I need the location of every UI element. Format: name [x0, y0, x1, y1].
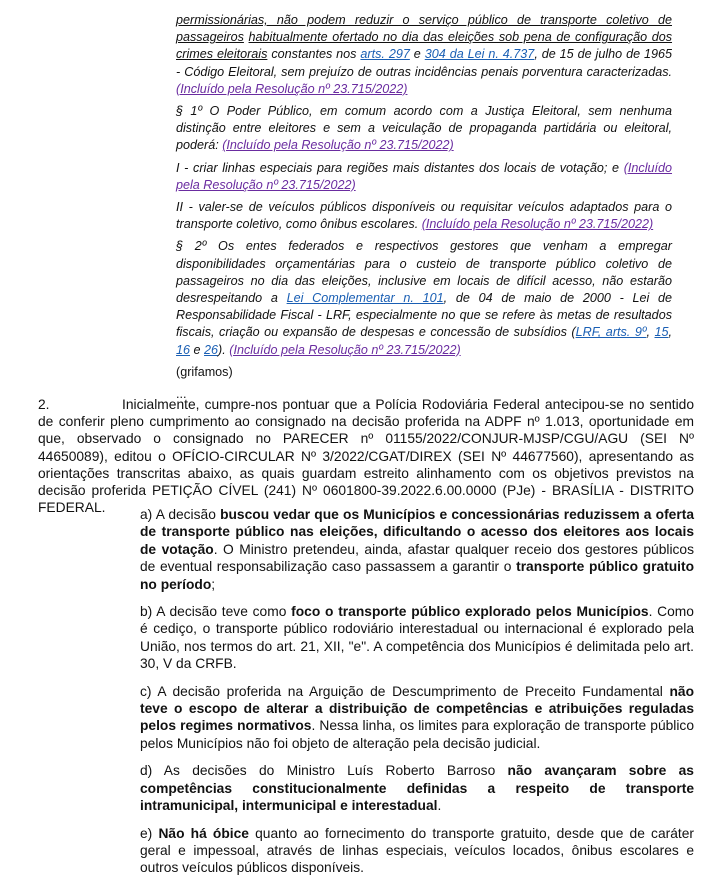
quote-text: permissionárias, não podem reduzir o serviço público de transporte coletivo de passageiros	[176, 13, 672, 45]
link-resolucao[interactable]: (Incluído pela Resolução nº 23.715/2022)	[176, 81, 408, 96]
link-lrf-art-15[interactable]: 15	[654, 325, 669, 340]
item-bold-text: não avançaram sobre as competências constitucionalmente definidas a respeito de transporte intramunicipal, intermunicipal e interestadual	[140, 763, 694, 814]
quote-text: § 1º O Poder Público, em comum acordo com a Justiça Eleitoral, sem nenhuma distinção entre eleitores e sem a veiculação de propaganda partidária ou eleitoral, poderá:	[176, 104, 672, 153]
item-text: e)	[140, 825, 153, 841]
link-lrf-art-16[interactable]: 16	[176, 342, 191, 357]
ellipsis: ...	[176, 387, 187, 402]
link-lrf-art-9[interactable]: LRF, arts. 9º	[575, 325, 647, 340]
item-bold-text: buscou vedar que os Municípios e concessionárias reduzissem a oferta de transporte público nas eleições, dificultando o acesso dos eleitores aos locais de votação	[140, 507, 694, 557]
item-text: .	[437, 798, 442, 814]
grifamos-note: (grifamos)	[176, 364, 233, 379]
item-text: b) A decisão teve como	[140, 604, 287, 620]
item-text: . Nessa linha, os limites para exploração de transporte público pelos Municípios não foi objeto de alteração pela decisão judicial.	[140, 718, 694, 751]
list-item-c	[140, 683, 694, 753]
item-bold-text: Não há óbice	[158, 825, 249, 841]
quote-paragraph-2	[176, 160, 672, 194]
paragraph-text: Inicialmente, cumpre-nos pontuar que a Polícia Rodoviária Federal antecipou-se no sentido de conferir pleno cumprimento ao consignado na decisão proferida na ADPF nº 1.013, oportunidade em que, observado o consignado no PARECER nº 01155/2022/CONJUR-MJSP/CGU/AGU (SEI Nº 44650089), editou o OFÍCIO-CIRCULAR Nº 3/2022/CGAT/DIREX (SEI Nº 44677560), apresentando as orientações transcritas abaixo, as quais guardam estreito alinhamento com os objetivos previstos na decisão proferida PETIÇÃO CÍVEL (241) Nº 0601800-39.2022.6.00.0000 (PJe) - BRASÍLIA - DISTRITO FEDERAL.	[38, 397, 694, 516]
item-bold-text: foco o transporte público explorado pelos Municípios	[291, 604, 649, 620]
legal-quote-block	[176, 12, 672, 408]
item-text: quanto ao fornecimento do transporte gratuito, desde que de caráter geral e impessoal, através de linhas especiais, veículos locados, ônibus escolares e outros veículos públicos disponíveis.	[140, 825, 694, 876]
link-resolucao[interactable]: (Incluído pela Resolução nº 23.715/2022)	[222, 138, 454, 153]
link-resolucao[interactable]: (Incluído pela Resolução nº 23.715/2022)	[421, 217, 654, 232]
link-resolucao[interactable]: (Incluído pela Resolução nº 23.715/2022)	[176, 160, 673, 192]
quote-text: ).	[218, 342, 226, 357]
link-lc-101[interactable]: Lei Complementar n. 101	[286, 291, 444, 306]
paragraph-number: 2.	[38, 397, 50, 412]
quote-text: , de 04 de maio de 2000 - Lei de Responsabilidade Fiscal - LRF, especialmente no que se refere às metas de resultados fiscais, criação ou expansão de despesas e concessão de subsídios (	[176, 291, 673, 340]
quote-text: habitualmente ofertado no dia das eleições sob pena de configuração dos crimes eleitorais	[176, 30, 673, 62]
list-item-b	[140, 603, 694, 673]
item-bold-text: transporte público gratuito no período	[140, 559, 694, 592]
orientation-list	[140, 506, 694, 887]
link-art-297[interactable]: arts. 297	[360, 47, 410, 62]
list-item-d	[140, 762, 694, 814]
quote-text: § 2º Os entes federados e respectivos gestores que venham a empregar disponibilidades orçamentárias para o custeio de transporte público coletivo de passageiros no dia das eleições, inclusive em locais de difícil acesso, não estarão desrespeitando a	[176, 239, 672, 306]
paragraph-2	[38, 396, 694, 516]
item-text: ;	[211, 576, 216, 592]
quote-text: ,	[668, 325, 673, 340]
link-lei-4737[interactable]: 304 da Lei n. 4.737	[424, 47, 535, 62]
quote-text: e	[413, 47, 421, 62]
quote-paragraph-4	[176, 238, 672, 358]
quote-text: constantes nos	[271, 47, 357, 62]
quote-text: I - criar linhas especiais para regiões mais distantes dos locais de votação; e	[176, 160, 620, 175]
quote-paragraph-3	[176, 199, 672, 233]
link-lrf-art-26[interactable]: 26	[204, 342, 219, 357]
item-text: a) A decisão	[140, 507, 216, 522]
quote-paragraph-1	[176, 103, 672, 155]
item-text: d) As decisões do Ministro Luís Roberto Barroso	[140, 763, 496, 779]
list-item-e	[140, 825, 694, 877]
quote-text: ,	[646, 325, 650, 340]
quote-text: II - valer-se de veículos públicos disponíveis ou requisitar veículos adaptados para o transporte coletivo, como ônibus escolares.	[176, 200, 672, 232]
item-text: . Como é cediço, o transporte público rodoviário interestadual ou internacional é explorado pela União, nos termos do art. 21, XII, "e". A competência dos Municípios é delimitada pelo art. 30, V da CRFB.	[140, 604, 694, 672]
item-bold-text: não teve o escopo de alterar a distribuição de competências e atribuições reguladas pelos regimes normativos	[140, 683, 694, 734]
quote-text: , de 15 de julho de 1965 - Código Eleitoral, sem prejuízo de outras incidências penais porventura caracterizadas.	[176, 47, 673, 79]
list-item-a	[140, 506, 694, 593]
item-text: . O Ministro pretendeu, ainda, afastar qualquer receio dos gestores públicos de eventual responsabilização caso passassem a garantir o	[140, 541, 695, 575]
quote-text: e	[193, 342, 201, 357]
item-text: c) A decisão proferida na Arguição de Descumprimento de Preceito Fundamental	[140, 683, 663, 699]
quote-paragraph-0	[176, 12, 672, 98]
link-resolucao[interactable]: (Incluído pela Resolução nº 23.715/2022)	[229, 342, 461, 357]
